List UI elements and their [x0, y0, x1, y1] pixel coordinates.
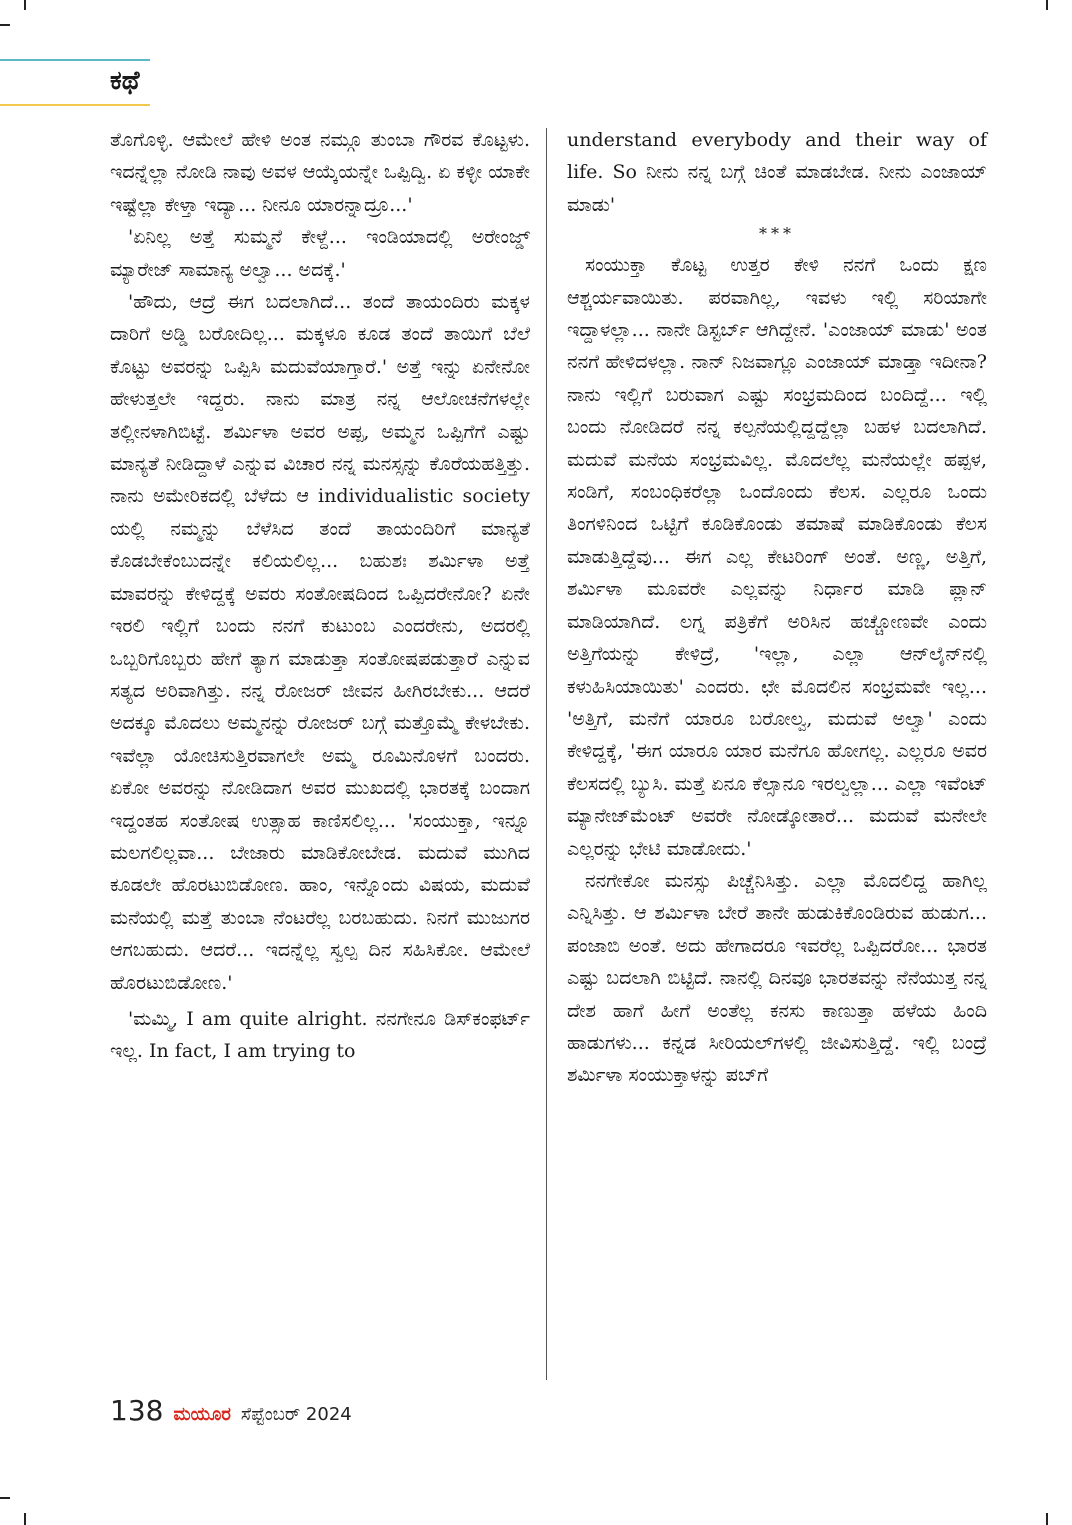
paragraph: ಸಂಯುಕ್ತಾ ಕೊಟ್ಟ ಉತ್ತರ ಕೇಳಿ ನನಗೆ ಒಂದು ಕ್ಷಣ ಆಶ್ಚರ್ಯವಾಯಿತು. ಪರವಾಗಿಲ್ಲ, ಇವಳು ಇಲ್ಲಿ ಸರಿಯಾಗೇ ಇದ್ದಾಳಲ್ಲಾ... ನಾನೇ ಡಿಸ್ಟರ್ಬ್ ಆಗಿದ್ದೇನೆ. 'ಎಂಜಾಯ್ ಮಾಡು' ಅಂತ ನನಗೆ ಹೇಳಿದಳಲ್ಲಾ. ನಾನ್ ನಿಜವಾಗ್ಲೂ ಎಂಜಾಯ್ ಮಾಡ್ತಾ ಇದೀನಾ? ನಾನು ಇಲ್ಲಿಗೆ ಬರುವಾಗ ಎಷ್ಟು ಸಂಭ್ರಮದಿಂದ ಬಂದಿದ್ದೆ... ಇಲ್ಲಿ ಬಂದು ನೋಡಿದರೆ ನನ್ನ ಕಲ್ಪನೆಯಲ್ಲಿದ್ದದ್ದೆಲ್ಲಾ ಬಹಳ ಬದಲಾಗಿದೆ. ಮದುವೆ ಮನೆಯ ಸಂಭ್ರಮವಿಲ್ಲ. ಮೊದಲೆಲ್ಲ ಮನೆಯಲ್ಲೇ ಹಪ್ಪಳ, ಸಂಡಿಗೆ, ಸಂಬಂಧಿಕರೆಲ್ಲಾ ಒಂದೊಂದು ಕೆಲಸ. ಎಲ್ಲರೂ ಒಂದು ತಿಂಗಳಿನಿಂದ ಒಟ್ಟಿಗೆ ಕೂಡಿಕೊಂಡು ತಮಾಷೆ ಮಾಡಿಕೊಂಡು ಕೆಲಸ ಮಾಡುತ್ತಿದ್ದೆವು... ಈಗ ಎಲ್ಲ ಕೇಟರಿಂಗ್ ಅಂತೆ. ಅಣ್ಣ, ಅತ್ತಿಗೆ, ಶರ್ಮಿಳಾ ಮೂವರೇ ಎಲ್ಲವನ್ನು ನಿರ್ಧಾರ ಮಾಡಿ ಪ್ಲಾನ್ ಮಾಡಿಯಾಗಿದೆ. ಲಗ್ನ ಪತ್ರಿಕೆಗೆ ಅರಿಸಿನ ಹಚ್ಚೋಣವೇ ಎಂದು ಅತ್ತಿಗೆಯನ್ನು ಕೇಳಿದ್ರೆ, 'ಇಲ್ಲಾ, ಎಲ್ಲಾ ಆನ್‌ಲೈನ್‌ನಲ್ಲಿ ಕಳುಹಿಸಿಯಾಯಿತು' ಎಂದರು. ಛೇ ಮೊದಲಿನ ಸಂಭ್ರಮವೇ ಇಲ್ಲ... 'ಅತ್ತಿಗೆ, ಮನೆಗೆ ಯಾರೂ ಬರೋಲ್ವ, ಮದುವೆ ಅಲ್ವಾ' ಎಂದು ಕೇಳಿದ್ದಕ್ಕೆ, 'ಈಗ ಯಾರೂ ಯಾರ ಮನೆಗೂ ಹೋಗಲ್ಲ. ಎಲ್ಲರೂ ಅವರ ಕೆಲಸದಲ್ಲಿ ಬ್ಯುಸಿ. ಮತ್ತೆ ಏನೂ ಕೆಲ್ಸಾನೂ ಇರಲ್ವಲ್ಲಾ... ಎಲ್ಲಾ ಇವೆಂಟ್ ಮ್ಯಾನೇಜ್‌ಮೆಂಟ್ ಅವರೇ ನೋಡ್ಕೋತಾರೆ... ಮದುವೆ ಮನೇಲೇ ಎಲ್ಲರನ್ನು ಭೇಟಿ ಮಾಡೋದು.' — [567, 254, 987, 860]
paragraph: ತೊಗೊಳ್ಳಿ. ಆಮೇಲೆ ಹೇಳಿ ಅಂತ ನಮ್ಗೂ ತುಂಬಾ ಗೌರವ ಕೊಟ್ಟಳು. ಇದನ್ನೆಲ್ಲಾ ನೋಡಿ ನಾವು ಅವಳ ಆಯ್ಕೆಯನ್ನೇ ಒಪ್ಪಿದ್ವಿ. ಏ ಕಳ್ಳೀ ಯಾಕೇ ಇಷ್ಟೆಲ್ಲಾ ಕೇಳ್ತಾ ಇದ್ಯಾ... ನೀನೂ ಯಾರನ್ನಾದ್ರೂ...' — [110, 129, 530, 216]
magazine-logo: ಮಯೂರ — [173, 1404, 231, 1425]
section-rule-top — [0, 59, 150, 61]
crop-mark — [0, 1497, 10, 1499]
crop-mark — [1046, 0, 1048, 10]
paragraph: understand everybody and their way of life. So ನೀನು ನನ್ನ ಬಗ್ಗೆ ಚಿಂತೆ ಮಾಡಬೇಡ. ನೀನು ಎಂಜಾಯ್ ಮಾಡು' — [567, 129, 987, 216]
paragraph: 'ಮಮ್ಮಿ, I am quite alright. ನನಗೇನೂ ಡಿಸ್‌ಕಂಫರ್ಟ್ ಇಲ್ಲ. In fact, I am trying to — [110, 1007, 530, 1063]
paragraph: ನನಗೇಕೋ ಮನಸ್ಸು ಪಿಚ್ಚೆನಿಸಿತ್ತು. ಎಲ್ಲಾ ಮೊದಲಿದ್ದ ಹಾಗಿಲ್ಲ ಎನ್ನಿಸಿತ್ತು. ಆ ಶರ್ಮಿಳಾ ಬೇರೆ ತಾನೇ ಹುಡುಕಿಕೊಂಡಿರುವ ಹುಡುಗ... ಪಂಜಾಬಿ ಅಂತೆ. ಅದು ಹೇಗಾದರೂ ಇವರೆಲ್ಲ ಒಪ್ಪಿದರೋ... ಭಾರತ ಎಷ್ಟು ಬದಲಾಗಿ ಬಿಟ್ಟಿದೆ. ನಾನಲ್ಲಿ ದಿನವೂ ಭಾರತವನ್ನು ನೆನೆಯುತ್ತ ನನ್ನ ದೇಶ ಹಾಗೆ ಹೀಗೆ ಅಂತೆಲ್ಲ ಕನಸು ಕಾಣುತ್ತಾ ಹಳೆಯ ಹಿಂದಿ ಹಾಡುಗಳು... ಕನ್ನಡ ಸೀರಿಯಲ್‌ಗಳಲ್ಲಿ ಜೀವಿಸುತ್ತಿದ್ದೆ. ಇಲ್ಲಿ ಬಂದ್ರೆ ಶರ್ಮಿಳಾ ಸಂಯುಕ್ತಾಳನ್ನು ಪಬ್‌ಗೆ — [567, 869, 987, 1087]
issue-date: ಸೆಪ್ಟೆಂಬರ್ 2024 — [240, 1404, 352, 1425]
page-footer — [110, 1394, 352, 1427]
paragraph: 'ಹೌದು, ಆದ್ರೆ ಈಗ ಬದಲಾಗಿದೆ... ತಂದೆ ತಾಯಂದಿರು ಮಕ್ಕಳ ದಾರಿಗೆ ಅಡ್ಡಿ ಬರೋದಿಲ್ಲ... ಮಕ್ಕಳೂ ಕೂಡ ತಂದೆ ತಾಯಿಗೆ ಬೆಲೆ ಕೊಟ್ಟು ಅವರನ್ನು ಒಪ್ಪಿಸಿ ಮದುವೆಯಾಗ್ತಾರೆ.' ಅತ್ತೆ ಇನ್ನು ಏನೇನೋ ಹೇಳುತ್ತಲೇ ಇದ್ದರು. ನಾನು ಮಾತ್ರ ನನ್ನ ಆಲೋಚನೆಗಳಲ್ಲೇ ತಲ್ಲೀನಳಾಗಿಬಿಟ್ಟೆ. ಶರ್ಮಿಳಾ ಅವರ ಅಪ್ಪ, ಅಮ್ಮನ ಒಪ್ಪಿಗೆಗೆ ಎಷ್ಟು ಮಾನ್ಯತೆ ನೀಡಿದ್ದಾಳೆ ಎನ್ನುವ ವಿಚಾರ ನನ್ನ ಮನಸ್ಸನ್ನು ಕೊರೆಯಹತ್ತಿತ್ತು. ನಾನು ಅಮೇರಿಕದಲ್ಲಿ ಬೆಳೆದು ಆ individualistic society ಯಲ್ಲಿ ನಮ್ಮನ್ನು ಬೆಳೆಸಿದ ತಂದೆ ತಾಯಂದಿರಿಗೆ ಮಾನ್ಯತೆ ಕೊಡಬೇಕೆಂಬುದನ್ನೇ ಕಲಿಯಲಿಲ್ಲ... ಬಹುಶಃ ಶರ್ಮಿಳಾ ಅತ್ತೆ ಮಾವರನ್ನು ಕೇಳಿದ್ದಕ್ಕೆ ಅವರು ಸಂತೋಷದಿಂದ ಒಪ್ಪಿದರೇನೋ? ಏನೇ ಇರಲಿ ಇಲ್ಲಿಗೆ ಬಂದು ನನಗೆ ಕುಟುಂಬ ಎಂದರೇನು, ಅದರಲ್ಲಿ ಒಬ್ಬರಿಗೊಬ್ಬರು ಹೇಗೆ ತ್ಯಾಗ ಮಾಡುತ್ತಾ ಸಂತೋಷಪಡುತ್ತಾರೆ ಎನ್ನುವ ಸತ್ಯದ ಅರಿವಾಗಿತ್ತು. ನನ್ನ ರೋಜರ್ ಜೀವನ ಹೀಗಿರಬೇಕು... ಆದರೆ ಅದಕ್ಕೂ ಮೊದಲು ಅಮ್ಮನನ್ನು ರೋಜರ್ ಬಗ್ಗೆ ಮತ್ತೊಮ್ಮೆ ಕೇಳಬೇಕು. ಇವೆಲ್ಲಾ ಯೋಚಿಸುತ್ತಿರವಾಗಲೇ ಅಮ್ಮ ರೂಮಿನೊಳಗೆ ಬಂದರು. ಏಕೋ ಅವರನ್ನು ನೋಡಿದಾಗ ಅವರ ಮುಖದಲ್ಲಿ ಭಾರತಕ್ಕೆ ಬಂದಾಗ ಇದ್ದಂತಹ ಸಂತೋಷ ಉತ್ಸಾಹ ಕಾಣಿಸಲಿಲ್ಲ... 'ಸಂಯುಕ್ತಾ, ಇನ್ನೂ ಮಲಗಲಿಲ್ಲವಾ... ಬೇಜಾರು ಮಾಡಿಕೋಬೇಡ. ಮದುವೆ ಮುಗಿದ ಕೂಡಲೇ ಹೊರಟುಬಿಡೋಣ. ಹಾಂ, ಇನ್ನೊಂದು ವಿಷಯ, ಮದುವೆ ಮನೆಯಲ್ಲಿ ಮತ್ತೆ ತುಂಬಾ ನೆಂಟರೆಲ್ಲ ಬರಬಹುದು. ನಿನಗೆ ಮುಜುಗರ ಆಗಬಹುದು. ಆದರೆ... ಇದನ್ನೆಲ್ಲ ಸ್ವಲ್ಪ ದಿನ ಸಹಿಸಿಕೋ. ಆಮೇಲೆ ಹೊರಟುಬಿಡೋಣ.' — [110, 291, 530, 994]
left-column — [110, 124, 530, 1068]
column-divider — [546, 128, 547, 1380]
crop-mark — [24, 0, 26, 10]
crop-mark — [0, 24, 10, 26]
section-break: *** — [759, 224, 795, 244]
crop-mark — [1046, 1513, 1048, 1525]
paragraph: 'ಏನಿಲ್ಲ ಅತ್ತೆ ಸುಮ್ಮನೆ ಕೇಳ್ದೆ... ಇಂಡಿಯಾದಲ್ಲಿ ಅರೇಂಜ್ಡ್ ಮ್ಯಾರೇಜ್ ಸಾಮಾನ್ಯ ಅಲ್ವಾ... ಅದಕ್ಕೆ.' — [110, 226, 530, 281]
crop-mark — [24, 1513, 26, 1525]
right-column — [567, 124, 987, 1092]
section-rule-bottom — [0, 104, 150, 106]
page-number: 138 — [110, 1394, 164, 1427]
section-title: ಕಥೆ — [110, 66, 140, 96]
